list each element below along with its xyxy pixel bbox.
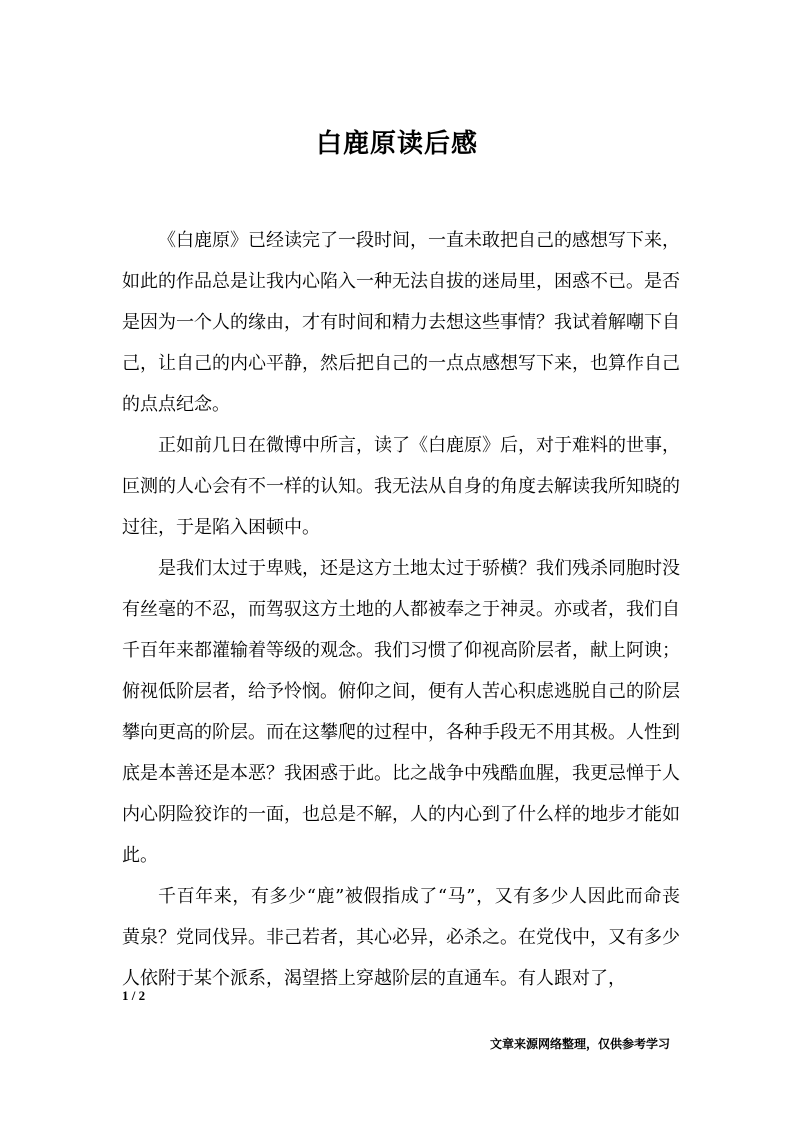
footer-note: 文章来源网络整理，仅供参考学习 [489, 1037, 670, 1051]
document-title: 白鹿原读后感 [315, 129, 478, 159]
paragraph-2: 正如前几日在微博中所言，读了《白鹿原》后，对于难料的世事，叵测的人心会有不一样的认知。我无法从自身的角度去解读我所知晓的过往，于是陷入困顿中。 [122, 435, 680, 538]
page-number: 1 / 2 [122, 988, 146, 1003]
paragraph-1: 《白鹿原》已经读完了一段时间，一直未敢把自己的感想写下来，如此的作品总是让我内心陷入一种无法自拔的迷局里，困惑不已。是否是因为一个人的缘由，才有时间和精力去想这些事情？我试着解嘲下自己，让自己的内心平静，然后把自己的一点点感想写下来，也算作自己的点点纪念。 [122, 230, 680, 415]
paragraph-3: 是我们太过于卑贱，还是这方土地太过于骄横？我们残杀同胞时没有丝毫的不忍，而驾驭这方土地的人都被奉之于神灵。亦或者，我们自千百年来都灌输着等级的观念。我们习惯了仰视高阶层者，献上阿谀；俯视低阶层者，给予怜悯。俯仰之间，便有人苦心积虑逃脱自己的阶层攀向更高的阶层。而在这攀爬的过程中，各种手段无不用其极。人性到底是本善还是本恶？我困惑于此。比之战争中残酷血腥，我更忌惮于人内心阴险狡诈的一面，也总是不解，人的内心到了什么样的地步才能如此。 [122, 558, 680, 866]
document-body [122, 220, 680, 999]
paragraph-4: 千百年来，有多少“鹿”被假指成了“马”，又有多少人因此而命丧黄泉？党同伐异。非己若者，其心必异，必杀之。在党伐中，又有多少人依附于某个派系，渴望搭上穿越阶层的直通车。有人跟对了， [122, 886, 680, 989]
